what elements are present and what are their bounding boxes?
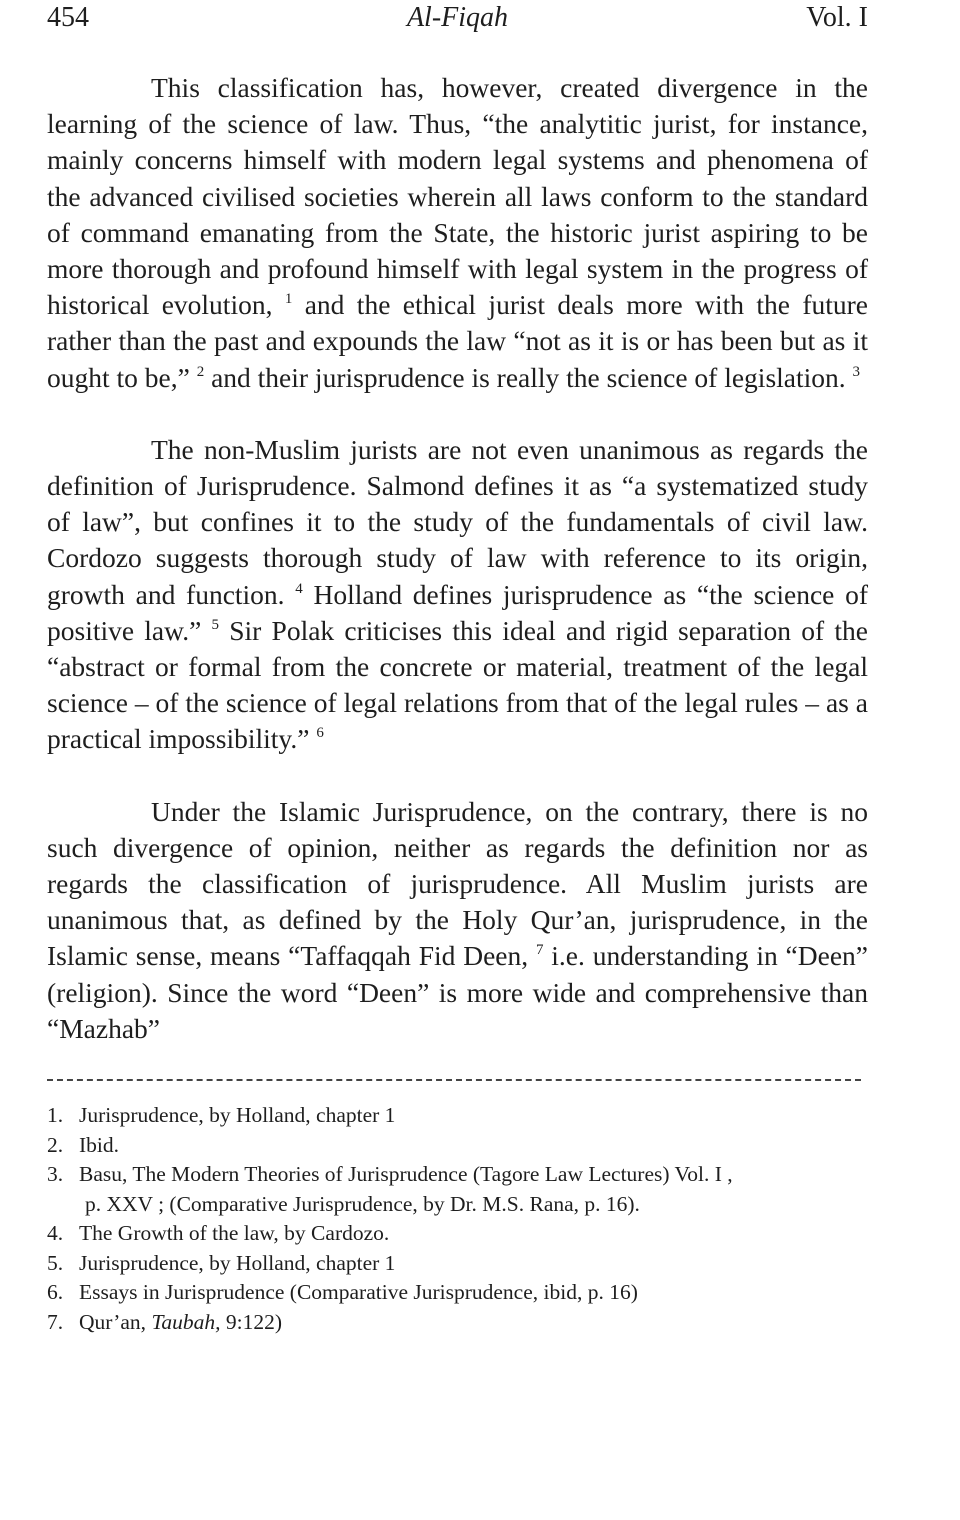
footnote-ref-7: 7 (535, 942, 544, 959)
page-header (47, 0, 868, 40)
paragraph-text: and their jurisprudence is really the science of legislation. (204, 361, 846, 393)
footnote-ref-5: 5 (211, 616, 220, 633)
footnote-text: Ibid. (79, 1132, 120, 1157)
footnote-number: 1. (47, 1103, 64, 1128)
footnote-ref-6: 6 (316, 725, 324, 742)
footnote-ref-3: 3 (852, 363, 861, 380)
footnote-2 (47, 1131, 868, 1161)
footnote-number: 5. (47, 1250, 64, 1275)
paragraph-text: Under the Islamic Jurisprudence, on the contrary, there is no such divergence of opinion, neither as regards the definition nor as regards the classification of jurisprudence. All Muslim jurists are unanimous that, as defined by the Holy Qur’an, jurisprudence, in the Islamic sense, means “Taffaqqah Fid Deen, (47, 795, 868, 972)
footnote-1 (47, 1101, 868, 1131)
footnote-text: Essays in Jurisprudence (Comparative Jurisprudence, ibid, p. 16) (79, 1280, 638, 1305)
footnote-5 (47, 1249, 868, 1279)
footnote-ref-1: 1 (284, 291, 293, 308)
footnote-text: Basu, The Modern Theories of Jurisprudence (Tagore Law Lectures) Vol. I , (79, 1162, 733, 1187)
footnote-3 (47, 1160, 868, 1219)
paragraph-text: The non-Muslim jurists are not even unanimous as regards the definition of Jurisprudence. Salmond defines it as “a systematized study of law”, but confines it to the study of the fundamentals of civil law. Cordozo suggests thorough study of law with reference to its origin, growth and function. (47, 433, 868, 610)
paragraph-text: This classification has, however, created divergence in the learning of the science of law. Thus, “the analytitic jurist, for instance, mainly concerns himself with modern legal systems and phenomena of the advanced civilised societies wherein all laws conform to the standard of command emanating from the State, the historic jurist aspiring to be more thorough and profound himself with legal system in the progress of historical evolution, (47, 72, 868, 321)
footnote-list (47, 1101, 868, 1337)
footnote-surah-name: Taubah, (151, 1309, 221, 1334)
footnote-7 (47, 1308, 868, 1338)
footnote-text: 9:122) (220, 1309, 283, 1334)
paragraph-text: and the ethical jurist deals more with the future rather than the past and expounds the law “not as it is or has been but as it ought to be,” (47, 289, 868, 393)
paragraph-text: Sir Polak criticises this ideal and rigid separation of the “abstract or formal from the concrete or material, treatment of the legal science – of the science of legal relations from that of the legal rules – as a practical impossibility.” (47, 614, 868, 755)
footnote-number: 3. (47, 1162, 64, 1187)
footnote-number: 4. (47, 1221, 64, 1246)
footnote-4 (47, 1219, 868, 1249)
volume-label: Vol. I (806, 2, 868, 33)
page-number: 454 (47, 2, 89, 33)
footnote-text: Qur’an, (79, 1309, 152, 1334)
footnote-number: 6. (47, 1280, 64, 1305)
paragraph-classification-divergence (47, 70, 868, 396)
footnote-ref-2: 2 (196, 363, 205, 380)
footnote-6 (47, 1278, 868, 1308)
paragraph-text: i.e. understanding in “Deen” (religion). Since the word “Deen” is more wide and comprehensive than “Mazhab” (47, 940, 868, 1044)
footnote-text: Jurisprudence, by Holland, chapter 1 (79, 1250, 396, 1275)
footnote-number: 7. (47, 1309, 64, 1334)
footnote-text: The Growth of the law, by Cardozo. (79, 1221, 390, 1246)
footnote-text-continued: p. XXV ; (Comparative Jurisprudence, by Dr. M.S. Rana, p. 16). (85, 1191, 640, 1216)
paragraph-text: Holland defines jurisprudence as “the science of positive law.” (47, 578, 868, 646)
footnote-number: 2. (47, 1132, 64, 1157)
paragraph-non-muslim-jurists (47, 432, 868, 758)
footnote-ref-4: 4 (295, 580, 303, 597)
footnote-text: Jurisprudence, by Holland, chapter 1 (79, 1103, 396, 1128)
body-text (47, 70, 868, 1047)
running-title: Al-Fiqah (406, 2, 509, 33)
footnote-separator (47, 1079, 861, 1081)
paragraph-islamic-jurisprudence (47, 794, 868, 1047)
